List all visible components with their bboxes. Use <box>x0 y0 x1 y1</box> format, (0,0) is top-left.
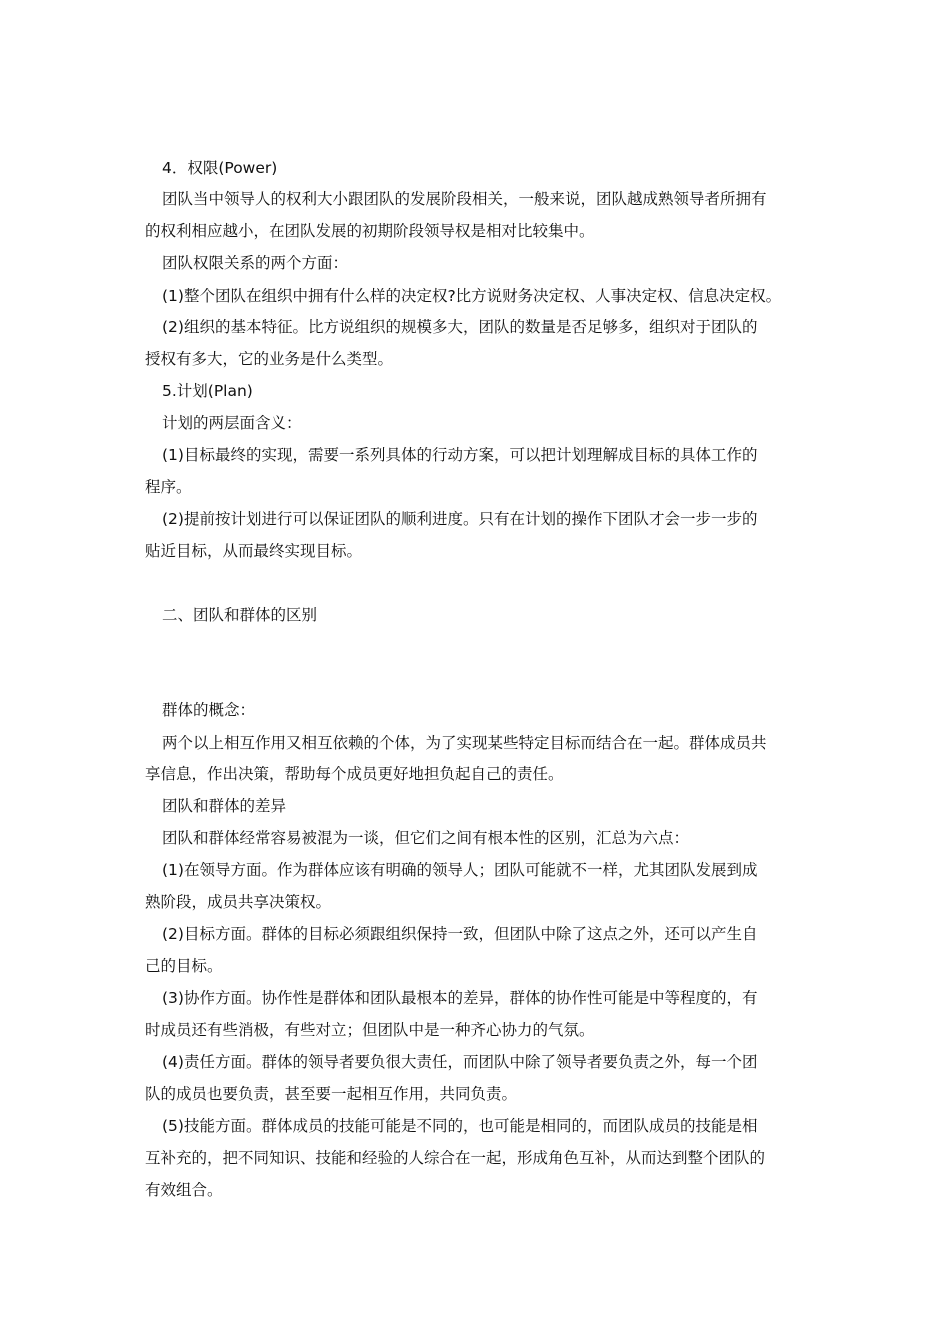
list-item-line: (1)目标最终的实现，需要一系列具体的行动方案，可以把计划理解成目标的具体工作的 <box>162 446 758 464</box>
paragraph-line: 团队和群体经常容易被混为一谈，但它们之间有根本性的区别，汇总为六点： <box>162 829 690 847</box>
list-item-line: (2)提前按计划进行可以保证团队的顺利进度。只有在计划的操作下团队才会一步一步的 <box>162 510 758 528</box>
list-item-line: (4)责任方面。群体的领导者要负很大责任，而团队中除了领导者要负责之外，每一个团 <box>162 1053 758 1071</box>
list-item-line: 时成员还有些消极，有些对立；但团队中是一种齐心协力的气氛。 <box>145 1021 595 1039</box>
list-item-line: 程序。 <box>145 478 192 496</box>
paragraph-line: 团队权限关系的两个方面： <box>162 254 349 272</box>
list-item-line: 互补充的，把不同知识、技能和经验的人综合在一起，形成角色互补，从而达到整个团队的 <box>145 1149 766 1167</box>
list-item-line: (2)组织的基本特征。比方说组织的规模多大，团队的数量是否足够多，组织对于团队的 <box>162 318 758 336</box>
list-item-line: 有效组合。 <box>145 1181 223 1199</box>
list-item-line: (1)整个团队在组织中拥有什么样的决定权?比方说财务决定权、人事决定权、信息决定权。 <box>162 287 782 305</box>
list-item-line: 己的目标。 <box>145 957 223 975</box>
paragraph-line: 计划的两层面含义： <box>162 414 302 432</box>
paragraph-line: 享信息，作出决策，帮助每个成员更好地担负起自己的责任。 <box>145 765 564 783</box>
list-item-line: 队的成员也要负责，甚至要一起相互作用，共同负责。 <box>145 1085 518 1103</box>
paragraph-line: 团队当中领导人的权利大小跟团队的发展阶段相关，一般来说，团队越成熟领导者所拥有 <box>162 190 767 208</box>
list-item-line: 授权有多大，它的业务是什么类型。 <box>145 350 394 368</box>
section-heading-power: 4．权限(Power) <box>162 159 278 177</box>
list-item-line: (3)协作方面。协作性是群体和团队最根本的差异，群体的协作性可能是中等程度的，有 <box>162 989 758 1007</box>
paragraph-line: 群体的概念： <box>162 701 256 719</box>
chapter-heading: 二、团队和群体的区别 <box>162 606 318 624</box>
list-item-line: (2)目标方面。群体的目标必须跟组织保持一致，但团队中除了这点之外，还可以产生自 <box>162 925 758 943</box>
paragraph-line: 团队和群体的差异 <box>162 797 287 815</box>
list-item-line: (5)技能方面。群体成员的技能可能是不同的，也可能是相同的，而团队成员的技能是相 <box>162 1117 758 1135</box>
list-item-line: (1)在领导方面。作为群体应该有明确的领导人；团队可能就不一样，尤其团队发展到成 <box>162 861 758 879</box>
paragraph-line: 的权利相应越小，在团队发展的初期阶段领导权是相对比较集中。 <box>145 222 595 240</box>
list-item-line: 贴近目标，从而最终实现目标。 <box>145 542 363 560</box>
paragraph-line: 两个以上相互作用又相互依赖的个体，为了实现某些特定目标而结合在一起。群体成员共 <box>162 734 767 752</box>
section-heading-plan: 5.计划(Plan) <box>162 382 253 400</box>
list-item-line: 熟阶段，成员共享决策权。 <box>145 893 332 911</box>
